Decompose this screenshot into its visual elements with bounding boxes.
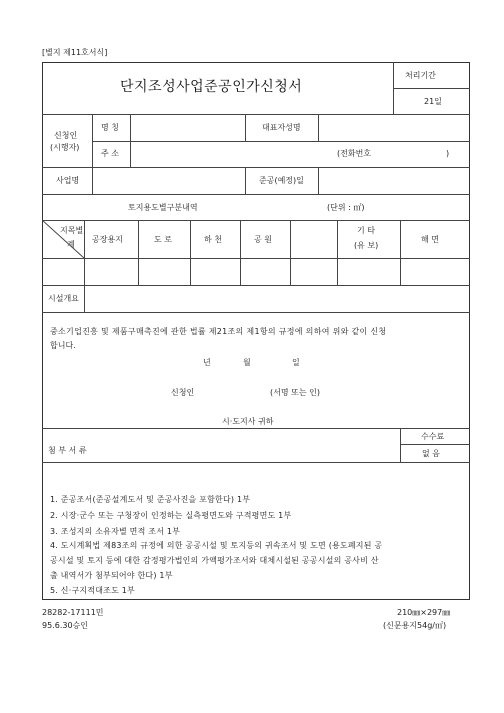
divider <box>84 220 85 285</box>
divider <box>240 220 241 285</box>
date-year: 년 <box>203 358 211 367</box>
attachment-item: 공시설 및 토지 등에 대한 감정평가법인의 가액평가조서와 대체시설된 공공시설의 공사비 산 <box>50 556 379 565</box>
divider <box>337 220 338 285</box>
approval-date: 95.6.30승인 <box>42 621 88 630</box>
statement-text-cont: 합니다. <box>50 341 76 350</box>
column-header-sea: 해 면 <box>421 235 439 244</box>
divider <box>400 220 401 285</box>
column-header-river: 하 천 <box>204 235 222 244</box>
paper-size: 210㎜×297㎜ <box>397 608 451 617</box>
attachments-label: 첨 부 서 류 <box>48 446 87 455</box>
column-header-etc: 기 타 <box>357 226 375 235</box>
divider <box>42 114 470 115</box>
divider <box>42 428 470 429</box>
divider <box>92 114 93 194</box>
processing-period-label: 처리기간 <box>405 71 436 80</box>
processing-period-value: 21일 <box>424 97 442 106</box>
divider <box>318 167 319 194</box>
attachment-item: 4. 도시계획법 제83조의 규정에 의한 공공시설 및 토지등의 귀속조서 및 도면 (용도폐지된 공 <box>50 541 383 550</box>
divider <box>290 220 291 285</box>
divider <box>42 258 470 259</box>
representative-label: 대표자성명 <box>262 123 301 132</box>
attachment-item: 2. 시장·군수 또는 구청장이 인정하는 실측평면도와 구적평면도 1부 <box>50 511 292 520</box>
form-title: 단지조성사업준공인가신청서 <box>120 79 303 95</box>
address-label: 주 소 <box>101 149 119 158</box>
form-number: [별지 제11호서식] <box>42 48 108 57</box>
table-header-total: 계 <box>67 240 75 249</box>
attachment-item: 1. 준공조서(준공설계도서 및 준공사진을 포함한다) 1부 <box>50 495 251 504</box>
name-label: 명 칭 <box>101 123 119 132</box>
applicant-label: 신청인 <box>54 131 78 140</box>
divider <box>92 141 470 142</box>
column-header-park: 공 원 <box>254 235 272 244</box>
signature-note: (서명 또는 인) <box>270 388 320 397</box>
divider <box>393 88 470 89</box>
divider <box>400 444 470 445</box>
phone-label: (전화번호 <box>337 149 372 158</box>
unit-label: (단위 : ㎡) <box>327 203 365 212</box>
divider <box>84 285 85 312</box>
divider <box>138 220 139 285</box>
date-month: 월 <box>243 358 251 367</box>
column-header-factory: 공장용지 <box>92 235 123 244</box>
completion-date-label: 준공(예정)일 <box>259 176 304 185</box>
applicant-sublabel: (시행자) <box>50 143 80 152</box>
divider <box>130 114 131 167</box>
project-name-label: 사업명 <box>56 176 80 185</box>
fee-value: 없 음 <box>422 449 440 458</box>
divider <box>42 462 470 463</box>
divider <box>42 194 470 195</box>
divider <box>245 114 246 141</box>
phone-close: ) <box>446 149 450 158</box>
divider <box>42 167 470 168</box>
table-header-category: 지목별 <box>60 226 84 235</box>
column-header-road: 도 로 <box>154 235 172 244</box>
facility-overview-label: 시설개요 <box>48 294 79 303</box>
attachment-item: 5. 신·구지적대조도 1부 <box>50 586 135 595</box>
divider <box>190 220 191 285</box>
column-header-etc-sub: (유 보) <box>354 241 379 250</box>
recipient: 시·도지사 귀하 <box>222 417 274 426</box>
date-day: 일 <box>292 358 300 367</box>
statement-text: 중소기업진흥 및 제품구매촉진에 관한 법률 제21조의 제1항의 규정에 의하여 위와 같이 신청 <box>50 327 387 336</box>
fee-label: 수수료 <box>421 432 445 441</box>
divider <box>245 167 246 194</box>
divider <box>42 312 470 313</box>
signer-label: 신청인 <box>171 388 195 397</box>
divider <box>400 428 401 462</box>
paper-type: (신문용지54g/㎡) <box>383 621 447 630</box>
attachment-item: 출 내역서가 첨부되어야 한다) 1부 <box>50 571 173 580</box>
attachment-item: 3. 조성지의 소유자별 면적 조서 1부 <box>50 527 181 536</box>
land-use-label: 토지용도별구분내역 <box>128 203 198 212</box>
divider <box>318 114 319 141</box>
divider <box>42 285 470 286</box>
divider <box>42 220 470 221</box>
form-code: 28282-17111민 <box>42 608 104 617</box>
